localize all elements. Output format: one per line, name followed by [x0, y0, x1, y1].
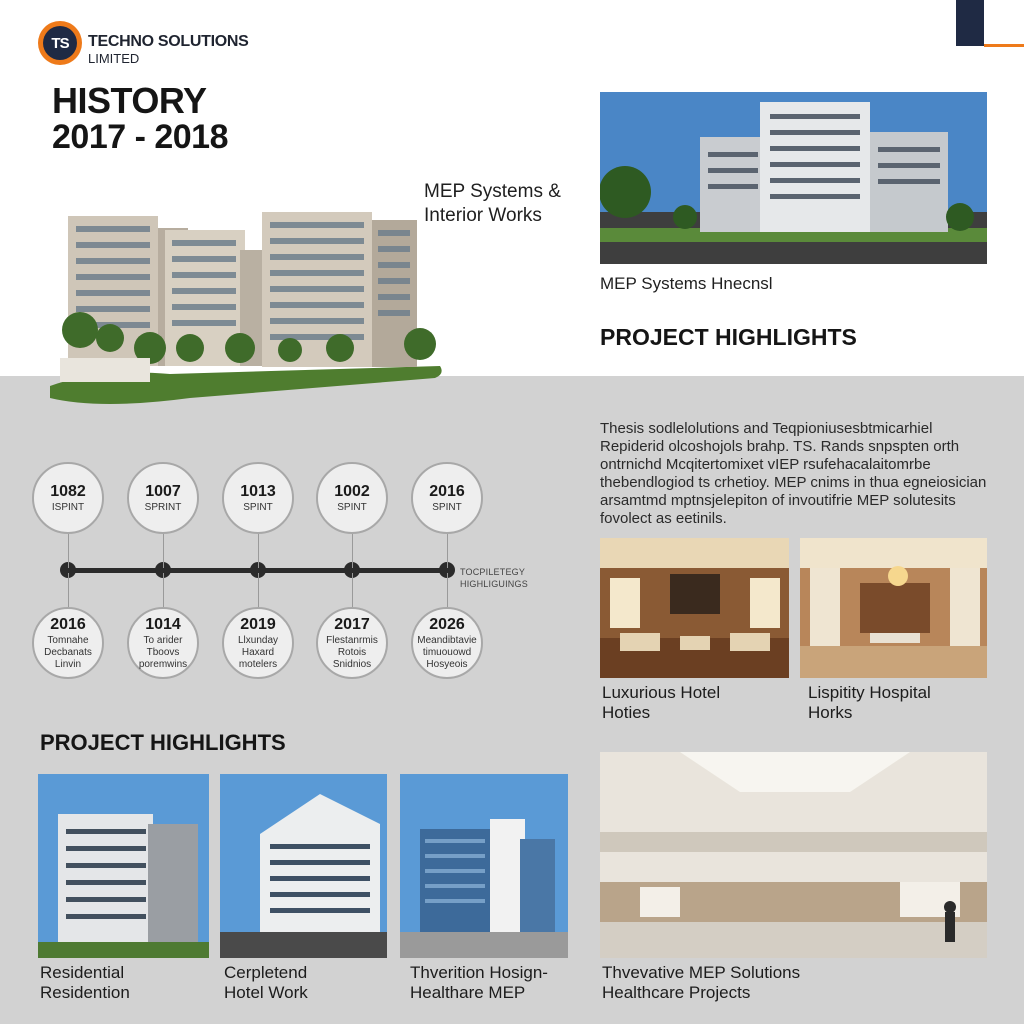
timeline-connector — [163, 573, 164, 607]
timeline-milestone-bottom: 1014 To arider Tboovs poremwins — [127, 607, 199, 679]
timeline-connector — [68, 532, 69, 568]
hotel-work-caption: Cerpletend Hotel Work — [224, 963, 308, 1002]
timeline-milestone-bottom: 2016 Tomnahe Decbanats Linvin — [32, 607, 104, 679]
modern-building-photo — [600, 92, 987, 264]
timeline-milestone-top: 1002 SPINT — [316, 462, 388, 534]
timeline-connector — [447, 532, 448, 568]
timeline-connector — [352, 573, 353, 607]
company-name-suffix: LIMITED — [88, 51, 140, 66]
hospital-caption: Lispitity Hospital Horks — [808, 683, 931, 722]
company-logo — [38, 21, 82, 65]
timeline-milestone-top: 1007 SPRINT — [127, 462, 199, 534]
hotel-lobby-photo — [600, 538, 789, 678]
timeline-connector — [258, 532, 259, 568]
history-years: 2017 - 2018 — [52, 118, 228, 156]
timeline-milestone-bottom: 2017 Flestanrmis Rotois Snidnios — [316, 607, 388, 679]
project-highlights-heading-bottom: PROJECT HIGHLIGHTS — [40, 730, 286, 755]
top-photo-caption: MEP Systems Hnecnsl — [600, 274, 773, 293]
hotel-caption: Luxurious Hotel Hoties — [602, 683, 721, 722]
corner-accent-orange — [984, 44, 1024, 47]
residential-building-photo — [38, 774, 209, 958]
healthcare-projects-caption: Thvevative MEP Solutions Healthcare Projects — [602, 963, 801, 1002]
timeline-milestone-bottom: 2019 Llxunday Haxard motelers — [222, 607, 294, 679]
timeline-connector — [352, 532, 353, 568]
timeline-milestone-top: 2016 SPINT — [411, 462, 483, 534]
logo-monogram: TS — [43, 26, 77, 60]
company-name: TECHNO SOLUTIONS — [88, 33, 249, 50]
history-title: HISTORY — [52, 80, 207, 121]
healthcare-lobby-photo — [600, 752, 987, 958]
timeline-connector — [163, 532, 164, 568]
timeline-end-label: TOCPILETEGY HIGHLIGUINGS — [460, 567, 528, 589]
mep-caption: MEP Systems & Interior Works — [424, 181, 561, 226]
hero-building-image — [40, 198, 450, 410]
healthcare-building-photo — [400, 774, 568, 958]
timeline-milestone-top: 1082 ISPINT — [32, 462, 104, 534]
timeline-connector — [68, 573, 69, 607]
timeline-milestone-bottom: 2026 Meandibtavie timuouowd Hosyeois — [411, 607, 483, 679]
timeline-milestone-top: 1013 SPINT — [222, 462, 294, 534]
corner-accent-navy — [956, 0, 984, 46]
project-highlights-heading-top: PROJECT HIGHLIGHTS — [600, 324, 857, 350]
description-paragraph: Thesis sodlelolutions and Teqpioniusesbtmicarhiel Repiderid olcoshojols brahp. TS. Rands snpspten orth ontrnichd Mcqitertomixet vIEP rsufehacalaitomrbe thebendlogiod ts crhetioy. MEP cnims in thua egneiosician arsamtmd mptnsjelepiton of invoutifrie MEP solutesits fovolect as eetinils. — [600, 420, 987, 527]
timeline-connector — [447, 573, 448, 607]
residential-caption: Residential Residention — [40, 963, 130, 1002]
timeline-connector — [258, 573, 259, 607]
hospital-dining-photo — [800, 538, 987, 678]
hotel-building-photo — [220, 774, 387, 958]
healthcare-mep-caption: Thverition Hosign- Healthare MEP — [410, 963, 548, 1002]
